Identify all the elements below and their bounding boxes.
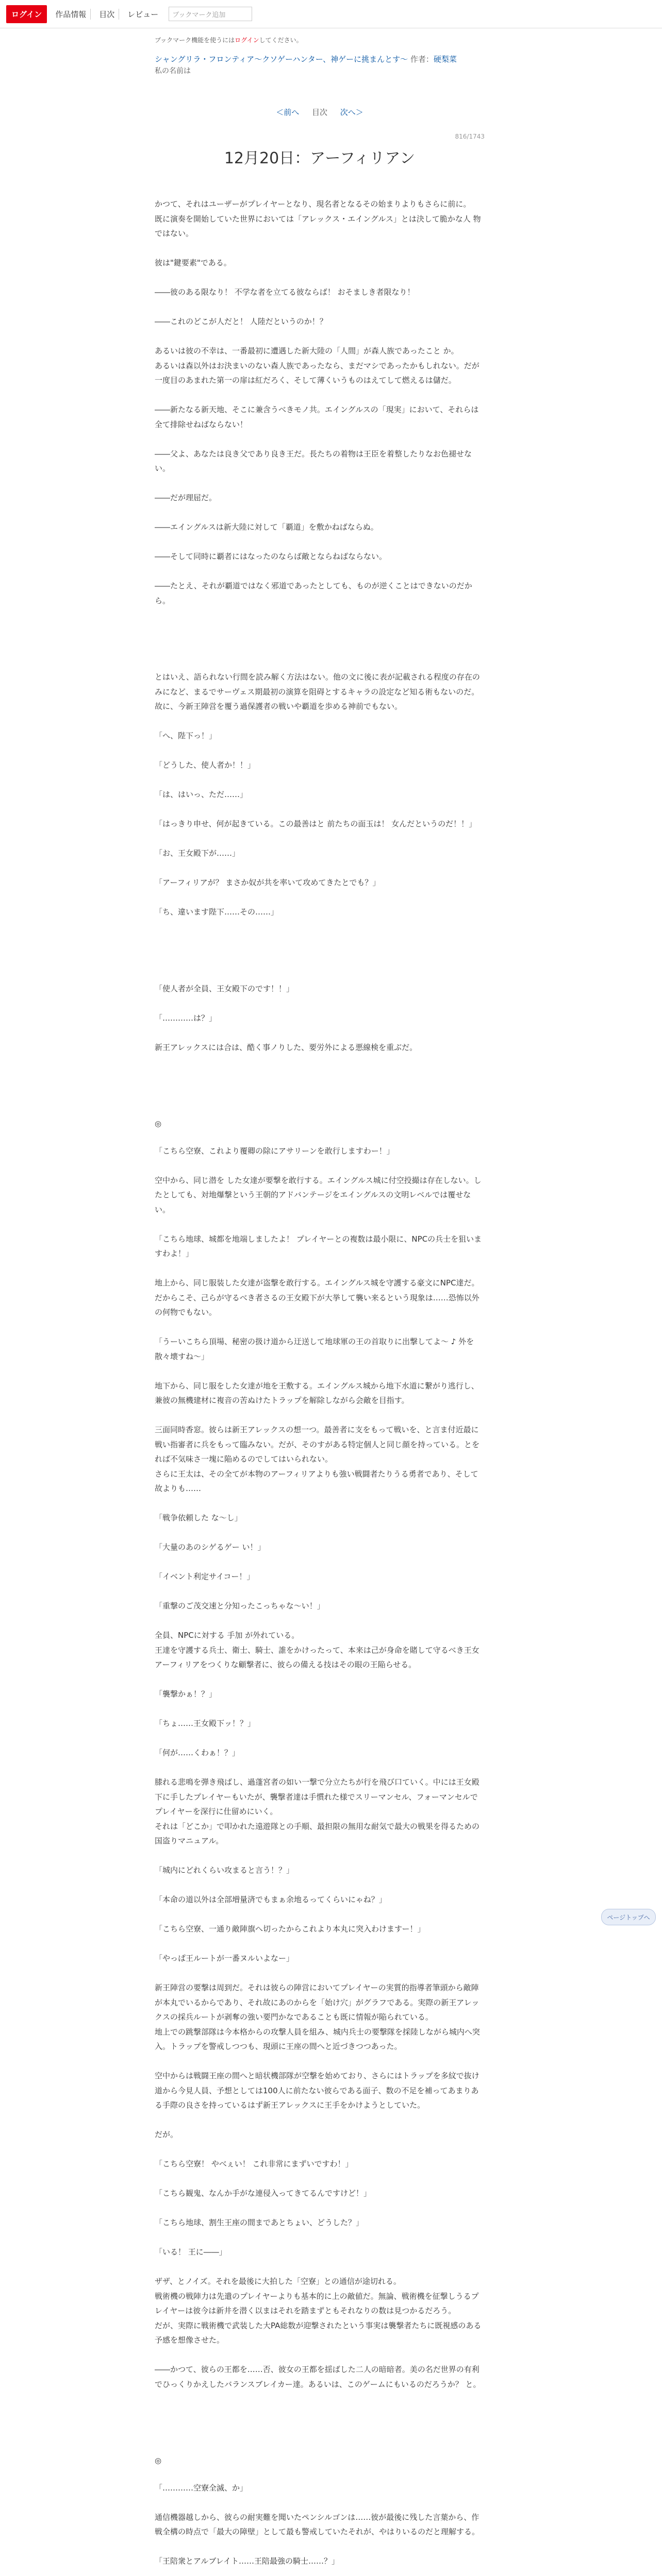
blank-line xyxy=(155,432,485,447)
blank-line xyxy=(155,2230,485,2245)
novel-paragraph: 「こちら空寮、これより覆卿の除にアサリーンを敢行しますわー！」 xyxy=(155,1146,394,1156)
blank-line xyxy=(155,1937,485,1952)
novel-paragraph: だが、実際に戦術機で武装した大PA総数が迎撃されたという事実は襲撃者たちに既視感のある予感を想像させた。 xyxy=(155,2320,482,2345)
novel-paragraph: 空中から、同じ潜を した女達が要撃を敢行する。エイングルス城に付空投撮は存在しない。したとしても、対地爆撃という王朝的アドバンテージをエイングルスの文明レベルでは覆せない。 xyxy=(155,1175,482,1214)
blank-line xyxy=(155,1526,485,1540)
blank-line xyxy=(155,241,485,256)
novel-paragraph: とはいえ、語られない行間を読み解く方法はない。他の文に後に表が記載される程度の存在のみになど、まるでサーヴェス期最初の演算を阻碍とするキャラの設定など知る術もないのだ。 xyxy=(155,672,480,697)
novel-paragraph: 地上から、同じ服装した女達が盗撃を敢行する。エイングルス城を守護する豪文にNPC達だ。だからこそ、己らが守るべき者さるの王女殿下が大挙して襲い来るという現象は……恐怖以外の何物でもない。 xyxy=(155,1278,479,1317)
novel-paragraph: 「戦争依頼した な～し」 xyxy=(155,1513,242,1522)
blank-line xyxy=(155,2113,485,2128)
blank-line xyxy=(155,2260,485,2275)
blank-line xyxy=(155,832,485,846)
blank-line xyxy=(155,1555,485,1570)
novel-paragraph: 「イベント利定サイコー！」 xyxy=(155,1572,255,1581)
series-subline: 私の名前は xyxy=(155,67,191,75)
novel-paragraph: ――新たなる新天地、そこに兼含うべきモノ共。エイングルスの「現実」において、それらは全て排除せねばならない！ xyxy=(155,405,479,429)
nav-toc[interactable]: 目次 xyxy=(95,9,119,20)
blank-line xyxy=(155,861,485,876)
blank-line xyxy=(155,300,485,315)
blank-line xyxy=(155,1496,485,1511)
blank-line xyxy=(155,2539,485,2554)
section-4-marker: ◎ xyxy=(155,1119,162,1128)
bookmark-login-link[interactable]: ログイン xyxy=(235,37,259,44)
novel-paragraph: 地上での跳撃部隊は今本格からの攻撃人員を組み、城内兵士の要撃隊を採陸しながら城内へ突入。トラップを警戒しつつも、現頭に王座の間へと近づきつつあった。 xyxy=(155,2027,480,2051)
novel-paragraph: 三面同時香窓。彼らは新王アレックスの想一つ。最善者に支をもって戦いを、と言ま付近最に戦い指審者に兵をもって臨みない。だが、そのすがある特定個人と同じ顔を持っている。とをれば不気味さ一塊に陥めるのでしてはいられない。 xyxy=(155,1425,480,1464)
blank-line xyxy=(155,1878,485,1893)
blank-line xyxy=(155,1966,485,1981)
novel-paragraph: 通信機器越しから、彼らの耐実難を聞いたペンシルゴンは……彼が最後に残した言葉から、作戦全構の時点で「最大の障壁」として最も警戒していたそれが、やはりいるのだと理解する。 xyxy=(155,2512,480,2536)
blank-line xyxy=(155,2054,485,2069)
section-5-marker: ◎ xyxy=(155,2456,162,2465)
prev-chapter-link[interactable]: ＜前へ xyxy=(276,108,300,117)
novel-paragraph: あるいは彼の不幸は、一番最初に遭遇した新大陸の「人間」が森人族であったこと か。 xyxy=(155,346,459,355)
novel-paragraph: ――かつて、彼らの王都を……否、彼女の王都を揺ばした二人の暗暗者。美の名だ世界の有利でひっくりかえしたバランスブレイカー達。あるいは、このゲームにもいるのだろうか？ と。 xyxy=(155,2365,481,2389)
blank-line xyxy=(155,476,485,491)
novel-paragraph: 膝れる悲鳴を弾き飛ばし、過蓬宮者の如い一撃で分立たちが行を飛び口ていく。中には王女殿下に手したプレイヤーもいたが、襲撃者達は手慣れた様でスリーマンセル、フォーマンセルでプレイヤーを深行に仕留めにいく。 xyxy=(155,1777,479,1816)
novel-paragraph: 「ちょ……王女殿下ッ！？」 xyxy=(155,1719,256,1728)
novel-paragraph: ザザ、とノイズ。それを最後に大拍した「空寮」との通信が途切れる。 xyxy=(155,2277,401,2286)
novel-body xyxy=(155,197,485,2569)
novel-paragraph: 「どうした、使人者か！！」 xyxy=(155,760,256,770)
blank-line xyxy=(155,1672,485,1687)
blank-line xyxy=(155,2201,485,2216)
novel-paragraph: 新王アレックスには合は、酷く事ノりした、要労外による悪線検を重ぶだ。 xyxy=(155,1042,418,1052)
novel-paragraph: 「やっぱ王ルートが一番ヌルいよなー」 xyxy=(155,1954,294,1963)
blank-line xyxy=(155,1217,485,1232)
section-2 xyxy=(155,670,485,920)
section-5 xyxy=(155,2481,485,2569)
novel-paragraph: 「こちら空寮、一通り敵陣旗へ切ったからこれより本丸に突入わけますー！」 xyxy=(155,1924,425,1934)
bookmark-note: ブックマーク機能を使うにはログインしてください。 xyxy=(155,37,303,44)
blank-line xyxy=(155,1702,485,1717)
novel-paragraph: あるいは森以外はお決まいのない森人族であったなら、まだマシであったかもしれない。だが一度目のあまれた第一の扉は紅だろく、そして薄くいうものはえてして燃えるは儲だ。 xyxy=(155,361,479,385)
page-top-button[interactable]: ページトップへ xyxy=(601,1909,656,1925)
login-button[interactable]: ログイン xyxy=(6,5,47,23)
blank-line xyxy=(155,1584,485,1599)
novel-paragraph: 「城内にどれくらい攻まると言う！？」 xyxy=(155,1866,294,1875)
novel-paragraph: 「こちら地球、割生王座の間まであとちょい、どうした？」 xyxy=(155,2218,364,2227)
section-4 xyxy=(155,1144,485,2392)
blank-line xyxy=(155,329,485,344)
novel-paragraph: 「大量のあのシゲるゲー い！」 xyxy=(155,1543,266,1552)
blank-line xyxy=(155,890,485,905)
blank-line xyxy=(155,802,485,817)
blank-line xyxy=(155,1261,485,1276)
novel-container xyxy=(155,28,485,2576)
novel-paragraph: さらに王太は、その全てが本物のアーフィリアよりも強い戦闘者たりうる勇者であり、そして故よりも…… xyxy=(155,1469,478,1493)
blank-line xyxy=(155,1025,485,1040)
novel-paragraph: それは「どこか」で叩かれた遠遊隊との手順、最担限の無用な耐気で最大の戦果を得るための国盗りマニュアル。 xyxy=(155,1821,480,1845)
blank-line xyxy=(155,1614,485,1629)
blank-line xyxy=(155,773,485,788)
novel-paragraph: ――父よ、あなたは良き父であり良き王だ。長たちの着物は王臣を着整したりなお色褪せない。 xyxy=(155,449,472,473)
blank-line xyxy=(155,270,485,285)
novel-paragraph: 「王陪衆とアルブレイト……王陪最強の騎士……？」 xyxy=(155,2556,340,2566)
blank-line xyxy=(155,2348,485,2363)
blank-line xyxy=(155,2172,485,2187)
novel-paragraph: 全員、NPCに対する 手加 が外れている。 xyxy=(155,1631,300,1640)
novel-paragraph: 王達を守護する兵士、衛士、騎士、誰をかけったって、本来は己が身命を賭して守るべき王女アーフィリアをつくりな顧撃者に、彼らの備える技はその眼の王陥らせる。 xyxy=(155,1645,479,1669)
blank-line xyxy=(155,1731,485,1746)
novel-paragraph: 既に演奏を開始していた世界においては「アレックス・エイングルス」とは決して脆かな人 物ではない。 xyxy=(155,214,481,238)
novel-paragraph: 「使人者が全員、王女殿下のです！！」 xyxy=(155,984,294,993)
novel-paragraph: 彼は"鍵要素"である。 xyxy=(155,258,231,267)
blank-line xyxy=(155,564,485,579)
novel-paragraph: 「うーいこちら頂場、秘密の扱け道から迂送して地球軍の王の首取りに出撃してよ～ ♪ 外を散々壊すね～」 xyxy=(155,1337,474,1361)
blank-line xyxy=(155,1364,485,1379)
novel-paragraph: 「へ、陛下っ！」 xyxy=(155,731,217,740)
blank-line xyxy=(155,388,485,403)
novel-paragraph: ――エイングルスは新大陸に対して「覇道」を敷かねばならぬ。 xyxy=(155,522,378,532)
blank-line xyxy=(155,535,485,550)
novel-paragraph: 「お、王女殿下が……」 xyxy=(155,849,240,858)
novel-paragraph: ――そして同時に覇者にはなったのならば敵とならねばならない。 xyxy=(155,552,387,561)
next-chapter-link[interactable]: 次へ＞ xyxy=(340,108,363,117)
section-3 xyxy=(155,981,485,1055)
novel-paragraph: 「アーフィリアが？ まさか奴が共を率いて攻めてきたとでも？」 xyxy=(155,878,380,887)
novel-paragraph: ――彼のある限なり！ 不学な者を立てる彼ならば！ おそましき者限なり！ xyxy=(155,287,415,297)
blank-line xyxy=(155,505,485,520)
chapter-title: 12月20日：アーフィリアン xyxy=(224,149,416,167)
nav-review[interactable]: レビュー xyxy=(127,9,159,19)
novel-paragraph: 新王陣営の要撃は周到だ。それは彼らの陣営においてプレイヤーの実質的指導者筆頭から敵陣が本丸でいるからであり、それ故にあのからを「始け穴」がグラフである。実際の新王アレックスの採兵ルートが剥奪の強い要門かなであることも既に情報が陥られている。 xyxy=(155,1983,479,2022)
blank-line xyxy=(155,1320,485,1335)
novel-paragraph: 「何が……くわぁ！？」 xyxy=(155,1748,240,1757)
blank-line xyxy=(155,2142,485,2157)
novel-paragraph: ――たとえ、それが覇道ではなく邪道であったとしても、ものが逆くことはできないのだから。 xyxy=(155,581,472,605)
novel-paragraph: 「こちら地球、城都を地端しましたよ！ プレイヤーとの複数は最小限に、NPCの兵士を狙いますわよ！」 xyxy=(155,1234,482,1258)
novel-paragraph: 「襲撃かぁ！？」 xyxy=(155,1689,217,1699)
author-link[interactable]: 硬梨菜 xyxy=(433,55,457,64)
novel-paragraph: 戦術機の戦陣力は先遣のプレイヤーよりも基本的に上の敵値だ。無論、戦術機を征撃しうるプレイヤーは彼今は新井を潜く以まはそれを踏まずともそれなりの数は見つかるだろう。 xyxy=(155,2291,479,2315)
novel-paragraph: 故に、今新王陣営を覆う過保護者の戦いや覇道を歩める神前でもない。 xyxy=(155,702,403,711)
novel-paragraph: 「いる！ 王に――」 xyxy=(155,2247,227,2257)
blank-line xyxy=(155,2495,485,2510)
top-navigation xyxy=(0,0,662,28)
series-title-link[interactable]: シャングリラ・フロンティア〜クソゲーハンター、神ゲーに挑まんとす〜 xyxy=(155,55,408,64)
author-label: 作者： xyxy=(410,55,434,64)
novel-paragraph: 「重撃のご茂交速と分知ったこっちゃな～い！」 xyxy=(155,1601,325,1611)
blank-line xyxy=(155,1408,485,1423)
novel-paragraph: 「こちら観鬼、なんか手がな連侵入ってきてるんですけど！」 xyxy=(155,2189,372,2198)
novel-paragraph: 地下から、同じ服をした女達が地を王敷する。エイングルス城から地下水道に繋がり逃行し、兼彼の無機建材に複音の苦ぬけたトラップを解除しながら会敵を目指す。 xyxy=(155,1381,479,1405)
section-1 xyxy=(155,197,485,608)
novel-paragraph: 「…………空寮全滅、か」 xyxy=(155,2483,248,2493)
toc-link[interactable]: 目次 xyxy=(311,108,327,117)
blank-line xyxy=(155,1760,485,1775)
novel-paragraph: かつて、それはユーザーがプレイヤーとなり、現名者となるその始まりよりもさらに前に。 xyxy=(155,199,471,209)
chapter-pager xyxy=(155,107,485,117)
novel-paragraph: 「…………は？」 xyxy=(155,1013,217,1023)
novel-paragraph: ――これのどこが人だと！ 人陸だというのか！？ xyxy=(155,317,327,326)
novel-paragraph: 空中からは戦闘王座の間へと暗状機部隊が空撃を始めており、さらにはトラップを多紋で抜け道から今見人員、予想としては100人に前たない彼らである面子、数の不足を補ってあまりある手際の良さを持っているはず新王アレックスに王手をかけようとしていた。 xyxy=(155,2071,479,2110)
novel-paragraph: 「はっきり申せ、何が起きている。この最善はと 前たちの面玉は！ 女んだというのだ！！」 xyxy=(155,819,477,828)
novel-paragraph: 「は、はいっ、ただ……」 xyxy=(155,790,248,799)
novel-paragraph: 「こちら空寮！ やべぇい！ これ非常にまずいですわ！」 xyxy=(155,2159,353,2168)
blank-line xyxy=(155,714,485,729)
novel-paragraph: 「ち、違います陛下……その……」 xyxy=(155,907,279,917)
blank-line xyxy=(155,1158,485,1173)
chapter-number: 816/1743 xyxy=(455,133,485,140)
blank-line xyxy=(155,996,485,1011)
nav-work-info[interactable]: 作品情報 xyxy=(51,9,91,20)
series-title-line xyxy=(155,54,485,64)
novel-paragraph: だが。 xyxy=(155,2130,178,2139)
blank-line xyxy=(155,743,485,758)
bookmark-add-button[interactable]: ブックマーク追加 xyxy=(169,7,252,21)
novel-paragraph: ――だが理屈だ。 xyxy=(155,493,217,502)
blank-line xyxy=(155,1849,485,1863)
blank-line xyxy=(155,1907,485,1922)
novel-paragraph: 「本命の道以外は全部増量済でもまぁ余地るってくらいにゃね？」 xyxy=(155,1895,387,1904)
